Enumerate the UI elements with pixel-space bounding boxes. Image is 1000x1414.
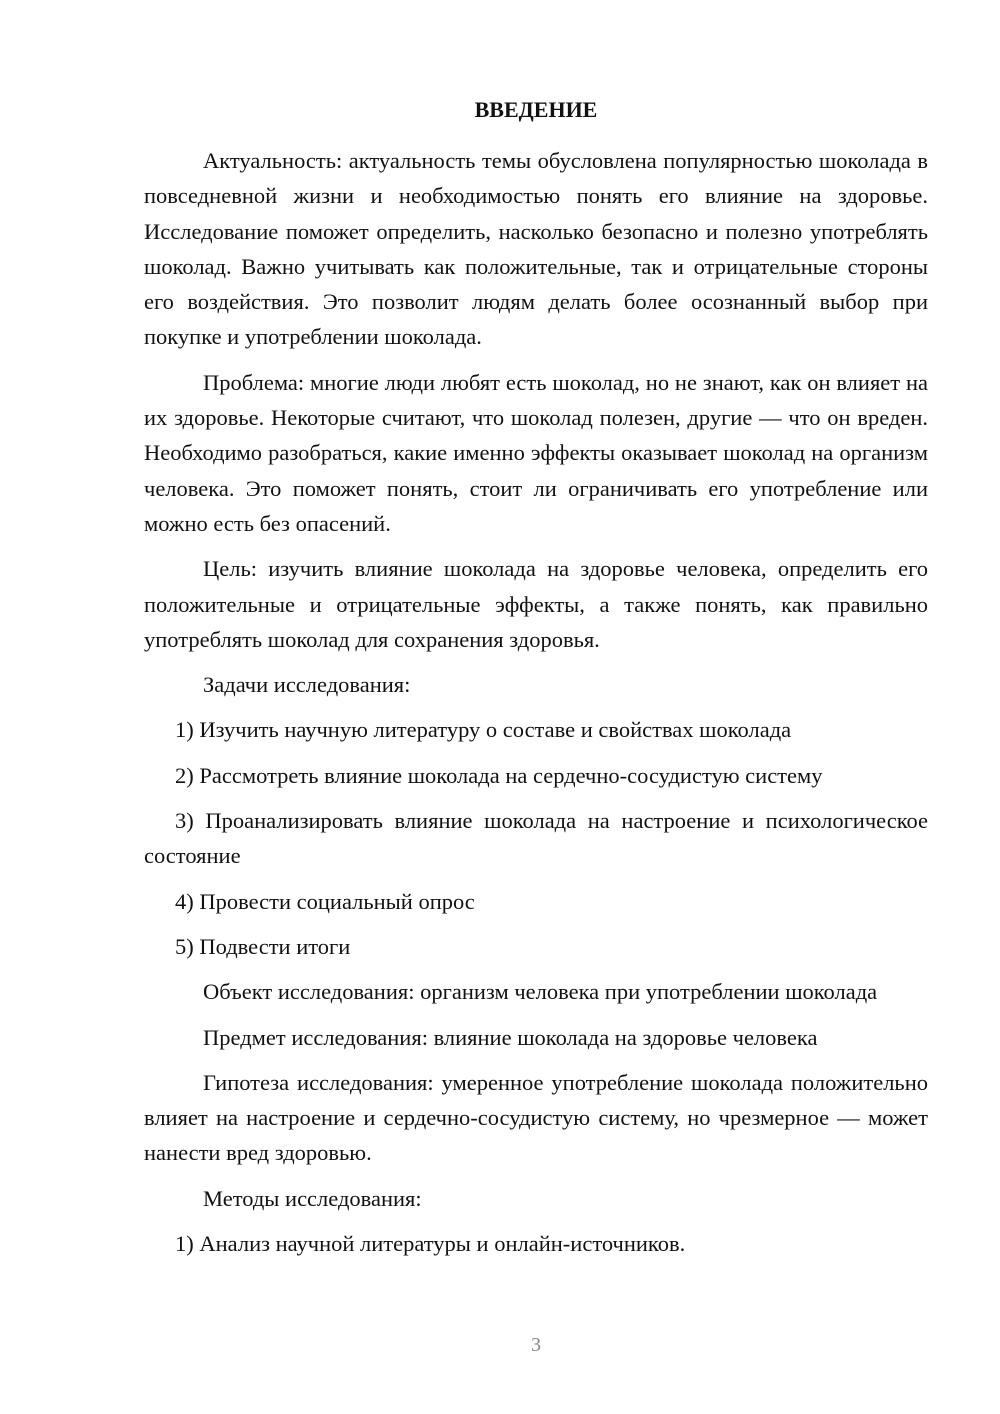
- task-item-3: 3) Проанализировать влияние шоколада на настроение и психологическое состояние: [144, 808, 928, 869]
- paragraph-hypothesis: Гипотеза исследования: умеренное употребление шоколада положительно влияет на настроение и сердечно-сосудистую систему, но чрезмерное — может нанести вред здоровью.: [144, 1069, 928, 1166]
- task-item-5: 5) Подвести итоги: [175, 933, 351, 959]
- paragraph-methods-heading: Методы исследования:: [203, 1185, 422, 1211]
- paragraph-goal: Цель: изучить влияние шоколада на здоровье человека, определить его положительные и отрицательные эффекты, а также понять, как правильно употреблять шоколад для сохранения здоровья.: [144, 556, 928, 652]
- paragraph-relevance: Актуальность: актуальность темы обусловлена популярностью шоколада в повседневной жизни и необходимостью понять его влияние на здоровье. Исследование поможет определить, насколько безопасно и полезно употреблять шоколад. Важно учитывать как положительные, так и отрицательные стороны его воздействия. Это позволит людям делать более осознанный выбор при покупке и употреблении шоколада.: [144, 148, 928, 350]
- paragraph-tasks-heading: Задачи исследования:: [203, 672, 411, 698]
- paragraph-object: Объект исследования: организм человека при употреблении шоколада: [203, 979, 878, 1005]
- task-item-2: 2) Рассмотреть влияние шоколада на сердечно-сосудистую систему: [175, 762, 823, 788]
- paragraph-problem: Проблема: многие люди любят есть шоколад, но не знают, как он влияет на их здоровье. Некоторые считают, что шоколад полезен, другие — что он вреден. Необходимо разобраться, какие именно эффекты оказывает шоколад на организм человека. Это поможет понять, стоит ли ограничивать его употребление или можно есть без опасений.: [144, 369, 928, 536]
- task-item-1: 1) Изучить научную литературу о составе и свойствах шоколада: [175, 717, 792, 743]
- page-number: 3: [531, 1334, 541, 1356]
- task-item-4: 4) Провести социальный опрос: [175, 888, 475, 914]
- page-title: ВВЕДЕНИЕ: [474, 97, 598, 122]
- method-item-1: 1) Анализ научной литературы и онлайн-источников.: [175, 1231, 686, 1257]
- paragraph-subject: Предмет исследования: влияние шоколада на здоровье человека: [203, 1024, 818, 1050]
- document-body: [144, 143, 928, 1271]
